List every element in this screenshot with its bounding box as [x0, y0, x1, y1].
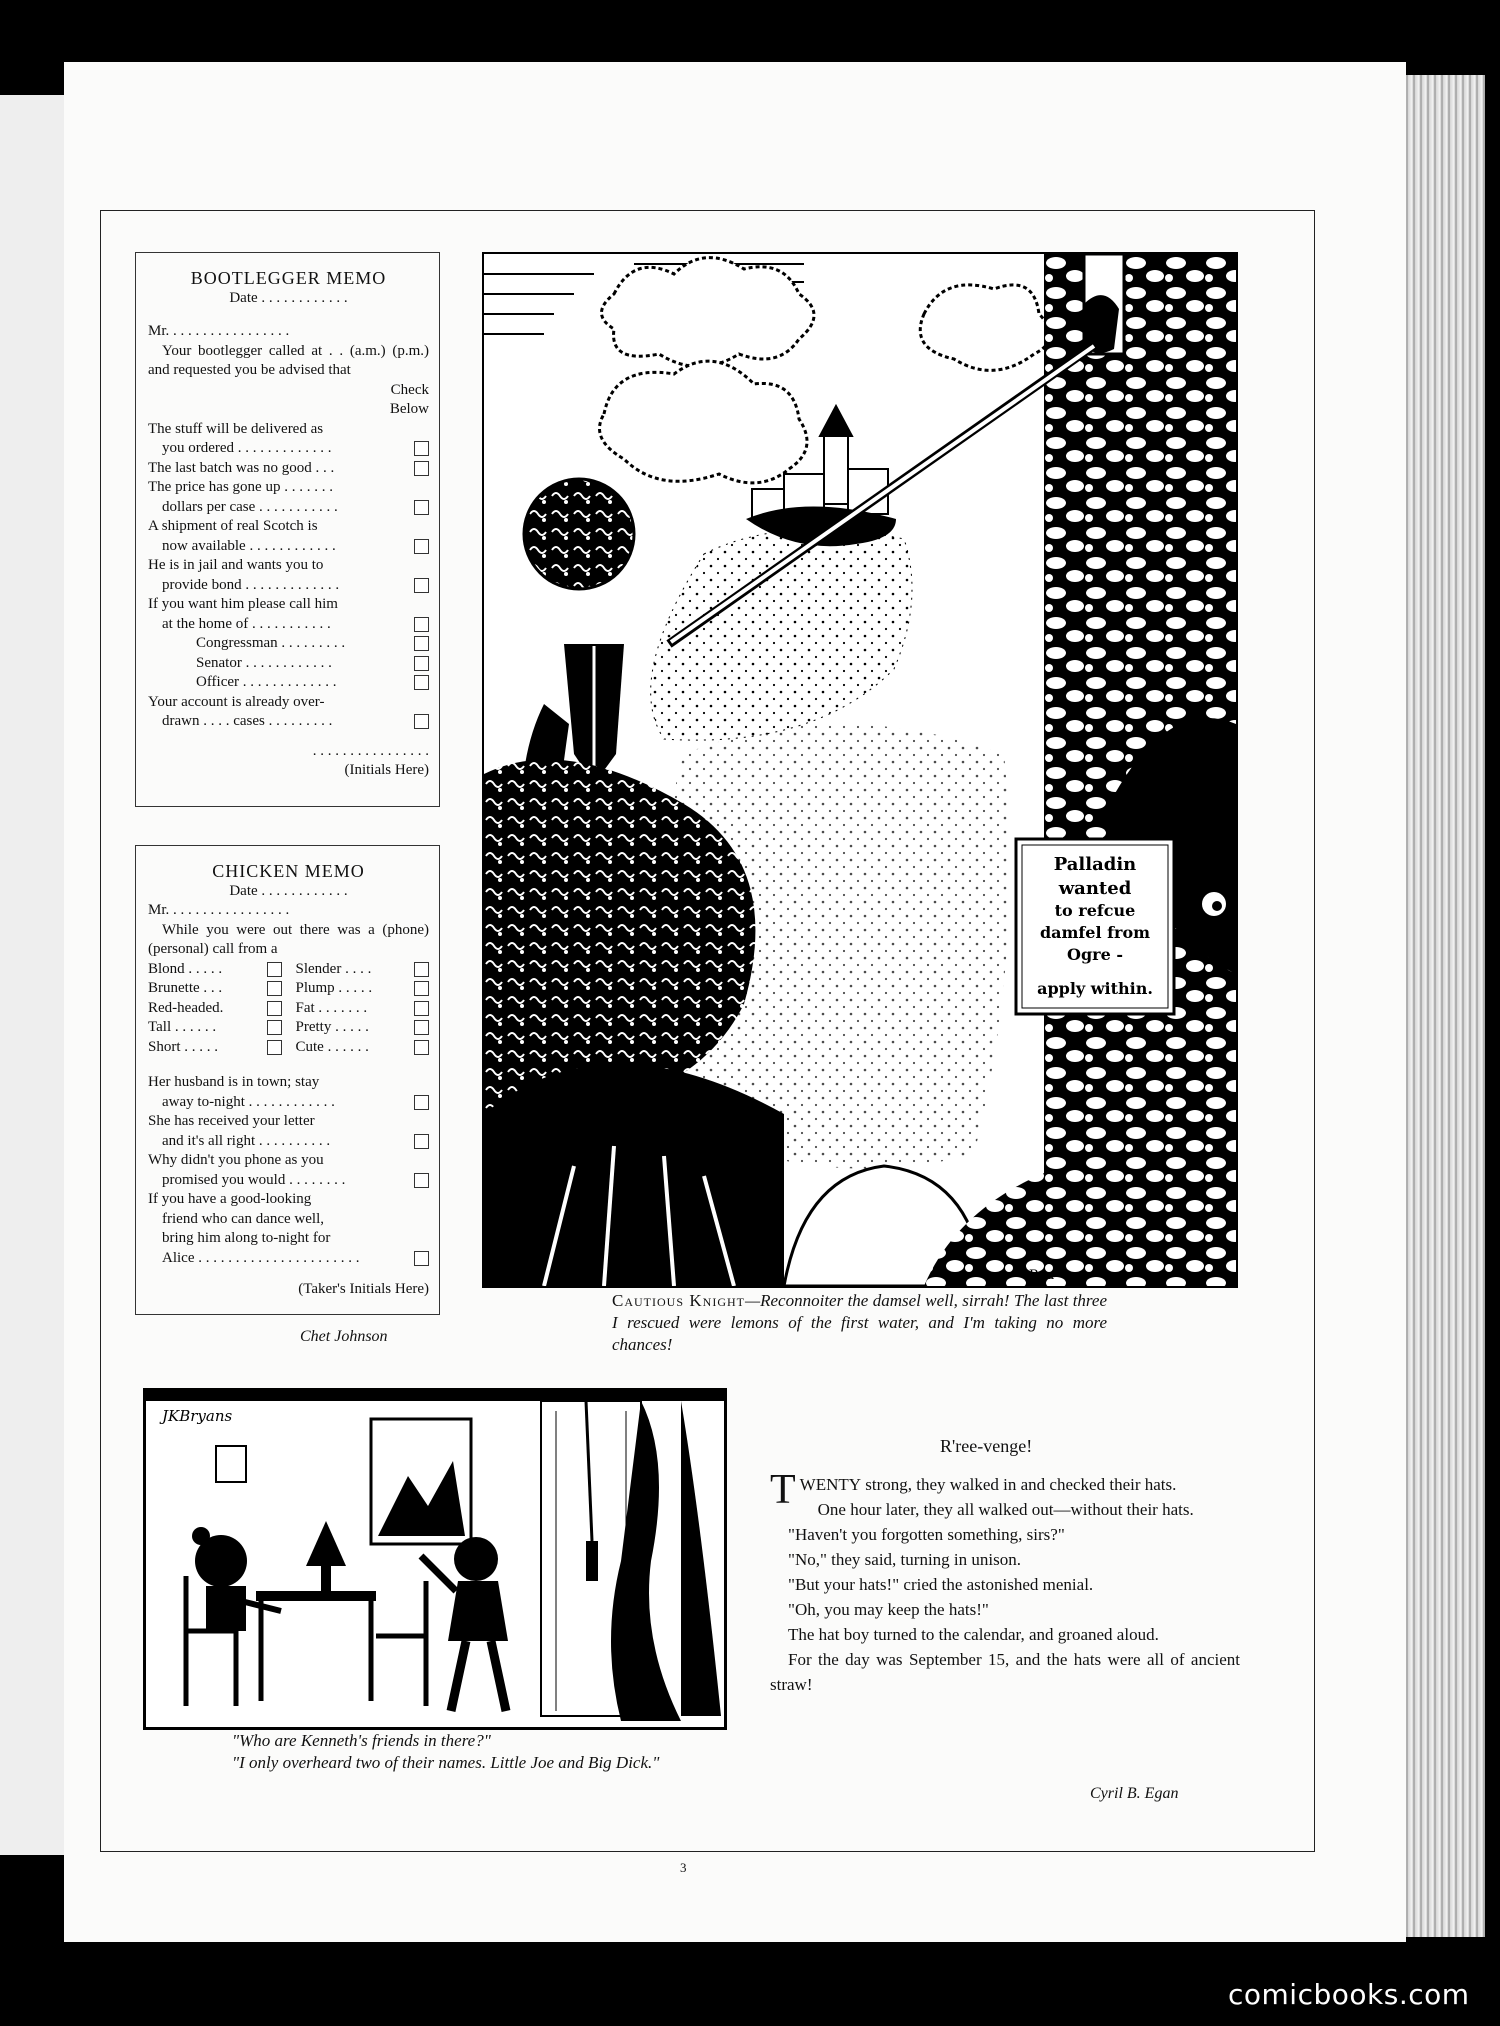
page-number: 3 [680, 1860, 687, 1875]
chair-right [376, 1581, 426, 1706]
foreground-bush [484, 1064, 784, 1286]
memo-date-line: Date . . . . . . . . . . . . [229, 289, 348, 306]
story-first-paragraph: TWENTY strong, they walked in and checked their hats. [770, 1467, 1177, 1513]
story-author-signature: Cyril B. Egan [1090, 1785, 1179, 1802]
sign-line: damfel from [1039, 923, 1151, 942]
story-body [770, 1467, 1240, 1697]
checkbox[interactable] [414, 656, 429, 671]
memo-item: and it's all right . . . . . . . . . . [148, 1132, 429, 1152]
story-title: R'ree-venge! [940, 1436, 1033, 1456]
memo-author-signature: Chet Johnson [300, 1328, 388, 1345]
checkbox[interactable] [414, 1040, 429, 1055]
wall-picture-small [216, 1446, 246, 1482]
checkbox[interactable] [414, 636, 429, 651]
option-item: Tall . . . . . . [148, 1018, 282, 1038]
memo-mr-line: Mr. . . . . . . . . . . . . . . . . [148, 902, 290, 918]
checkbox[interactable] [414, 1173, 429, 1188]
page-stack-edge [1395, 75, 1485, 1937]
bootlegger-memo-title: BOOTLEGGER MEMO [190, 268, 387, 288]
checkbox[interactable] [414, 675, 429, 690]
caption-text: —Reconnoiter the damsel well, sirrah! The last three I rescued were lemons of the first water, and I'm taking no more chances! [612, 1291, 1107, 1354]
initials-label: (Taker's Initials Here) [298, 1281, 429, 1297]
knight-plume [524, 479, 634, 589]
checkbox[interactable] [414, 461, 429, 476]
sign-line: Palladin [1053, 854, 1137, 875]
checkbox[interactable] [414, 617, 429, 632]
checkbox[interactable] [414, 981, 429, 996]
checkbox[interactable] [267, 981, 282, 996]
initials-label: (Initials Here) [344, 762, 429, 778]
checkbox[interactable] [414, 500, 429, 515]
memo-item: He is in jail and wants you to [148, 557, 324, 573]
caption-line: "Who are Kenneth's friends in there?" [232, 1731, 491, 1750]
memo-item: The stuff will be delivered as [148, 420, 324, 437]
caller-options [148, 960, 429, 1058]
option-item: Blond . . . . . [148, 960, 282, 980]
memo-item: at the home of . . . . . . . . . . . [148, 615, 429, 635]
story-paragraph: "No," they said, turning in unison. [788, 1550, 1021, 1569]
checkbox[interactable] [414, 441, 429, 456]
friend-line: If you have a good-looking [148, 1191, 312, 1207]
check-heading-2: Below [389, 401, 429, 417]
memo-subitem: Congressman . . . . . . . . . [148, 634, 429, 654]
checkbox[interactable] [414, 962, 429, 977]
memo-intro: Your bootlegger called at . . (a.m.) (p.m.) and requested you be advised that [148, 342, 429, 378]
chicken-memo [135, 845, 440, 1315]
checkbox[interactable] [414, 1020, 429, 1035]
memo-item: She has received your letter [148, 1113, 315, 1129]
table-lamp [306, 1521, 346, 1566]
story-paragraph: "Oh, you may keep the hats!" [788, 1600, 989, 1619]
friend-line: Alice . . . . . . . . . . . . . . . . . . . . . . [148, 1249, 429, 1269]
site-watermark[interactable]: comicbooks.com [1228, 1978, 1470, 2011]
memo-item: provide bond . . . . . . . . . . . . . [148, 576, 429, 596]
cloud-shape [920, 285, 1050, 370]
boy-silhouette-head [454, 1537, 498, 1581]
memo-item: promised you would . . . . . . . . [148, 1171, 429, 1191]
option-item: Fat . . . . . . . [296, 999, 430, 1019]
memo-date-line: Date . . . . . . . . . . . . [229, 882, 348, 899]
option-item: Red-headed. [148, 999, 282, 1019]
memo-subitem: Officer . . . . . . . . . . . . . [148, 673, 429, 693]
memo-intro: While you were out there was a (phone) (personal) call from a [148, 921, 429, 957]
checkbox[interactable] [267, 962, 282, 977]
memo-item: The price has gone up . . . . . . . [148, 479, 333, 495]
memo-item: Your account is already over- [148, 693, 325, 710]
caption-lead: Cautious Knight [612, 1291, 745, 1310]
cloud-shape [602, 258, 815, 367]
sign-line: Ogre - [1067, 945, 1123, 964]
chicken-memo-title: CHICKEN MEMO [212, 861, 365, 881]
memo-item: away to-night . . . . . . . . . . . . [148, 1093, 429, 1113]
check-heading-1: Check [390, 381, 429, 398]
friend-line: bring him along to-night for [162, 1230, 331, 1246]
memo-item: drawn . . . . cases . . . . . . . . . [148, 712, 429, 732]
option-item: Slender . . . . [296, 960, 430, 980]
checkbox[interactable] [414, 1134, 429, 1149]
memo-item: Her husband is in town; stay [148, 1074, 320, 1090]
option-item: Cute . . . . . . [296, 1038, 430, 1058]
artist-signature: JKBryans [162, 1407, 233, 1425]
checkbox[interactable] [414, 578, 429, 593]
story-paragraph: For the day was September 15, and the hats were all of ancient straw! [770, 1650, 1240, 1694]
bootlegger-memo [135, 252, 440, 807]
initials-dots: . . . . . . . . . . . . . . . . [312, 742, 429, 759]
knight-cartoon-caption [612, 1290, 1107, 1356]
story-paragraph: One hour later, they all walked out—without their hats. [817, 1500, 1194, 1519]
checkbox[interactable] [414, 714, 429, 729]
caption-line: "I only overheard two of their names. Little Joe and Big Dick." [232, 1753, 660, 1772]
cloud-shape [600, 361, 808, 483]
silhouette-scene-drawing [146, 1391, 724, 1727]
checkbox[interactable] [267, 1040, 282, 1055]
memo-item: you ordered . . . . . . . . . . . . . [148, 439, 429, 459]
knight-cartoon-illustration [482, 252, 1238, 1288]
memo-item: dollars per case . . . . . . . . . . . [148, 498, 429, 518]
facing-page-edge [0, 95, 66, 1855]
checkbox[interactable] [414, 1001, 429, 1016]
checkbox[interactable] [267, 1020, 282, 1035]
sign-line: wanted [1058, 878, 1132, 899]
silhouette-cartoon-caption [220, 1730, 670, 1774]
option-item: Brunette . . . [148, 979, 282, 999]
artist-signature: Rea [1029, 1268, 1055, 1283]
memo-item: A shipment of real Scotch is [148, 518, 318, 534]
checkbox[interactable] [267, 1001, 282, 1016]
option-item: Plump . . . . . [296, 979, 430, 999]
story-paragraph: "But your hats!" cried the astonished menial. [788, 1575, 1094, 1594]
option-item: Pretty . . . . . [296, 1018, 430, 1038]
story-paragraph: The hat boy turned to the calendar, and groaned aloud. [788, 1625, 1159, 1644]
sign-line: apply within. [1037, 979, 1153, 998]
checkbox[interactable] [414, 539, 429, 554]
drop-cap: T [770, 1467, 796, 1513]
memo-item: Why didn't you phone as you [148, 1152, 324, 1168]
memo-item: If you want him please call him [148, 596, 338, 612]
friend-line: friend who can dance well, [162, 1210, 325, 1227]
checkbox[interactable] [414, 1251, 429, 1266]
memo-item: The last batch was no good . . . [148, 459, 429, 479]
girl-silhouette-body [206, 1586, 246, 1631]
memo-item: now available . . . . . . . . . . . . [148, 537, 429, 557]
story-paragraph: "Haven't you forgotten something, sirs?" [788, 1525, 1065, 1544]
option-item: Short . . . . . [148, 1038, 282, 1058]
memo-mr-line: Mr. . . . . . . . . . . . . . . . . [148, 323, 290, 339]
silhouette-cartoon-illustration [143, 1388, 727, 1730]
sign-line: to refcue [1054, 901, 1136, 920]
checkbox[interactable] [414, 1095, 429, 1110]
knight-scene-drawing [484, 254, 1236, 1286]
table [256, 1591, 376, 1601]
memo-subitem: Senator . . . . . . . . . . . . [148, 654, 429, 674]
